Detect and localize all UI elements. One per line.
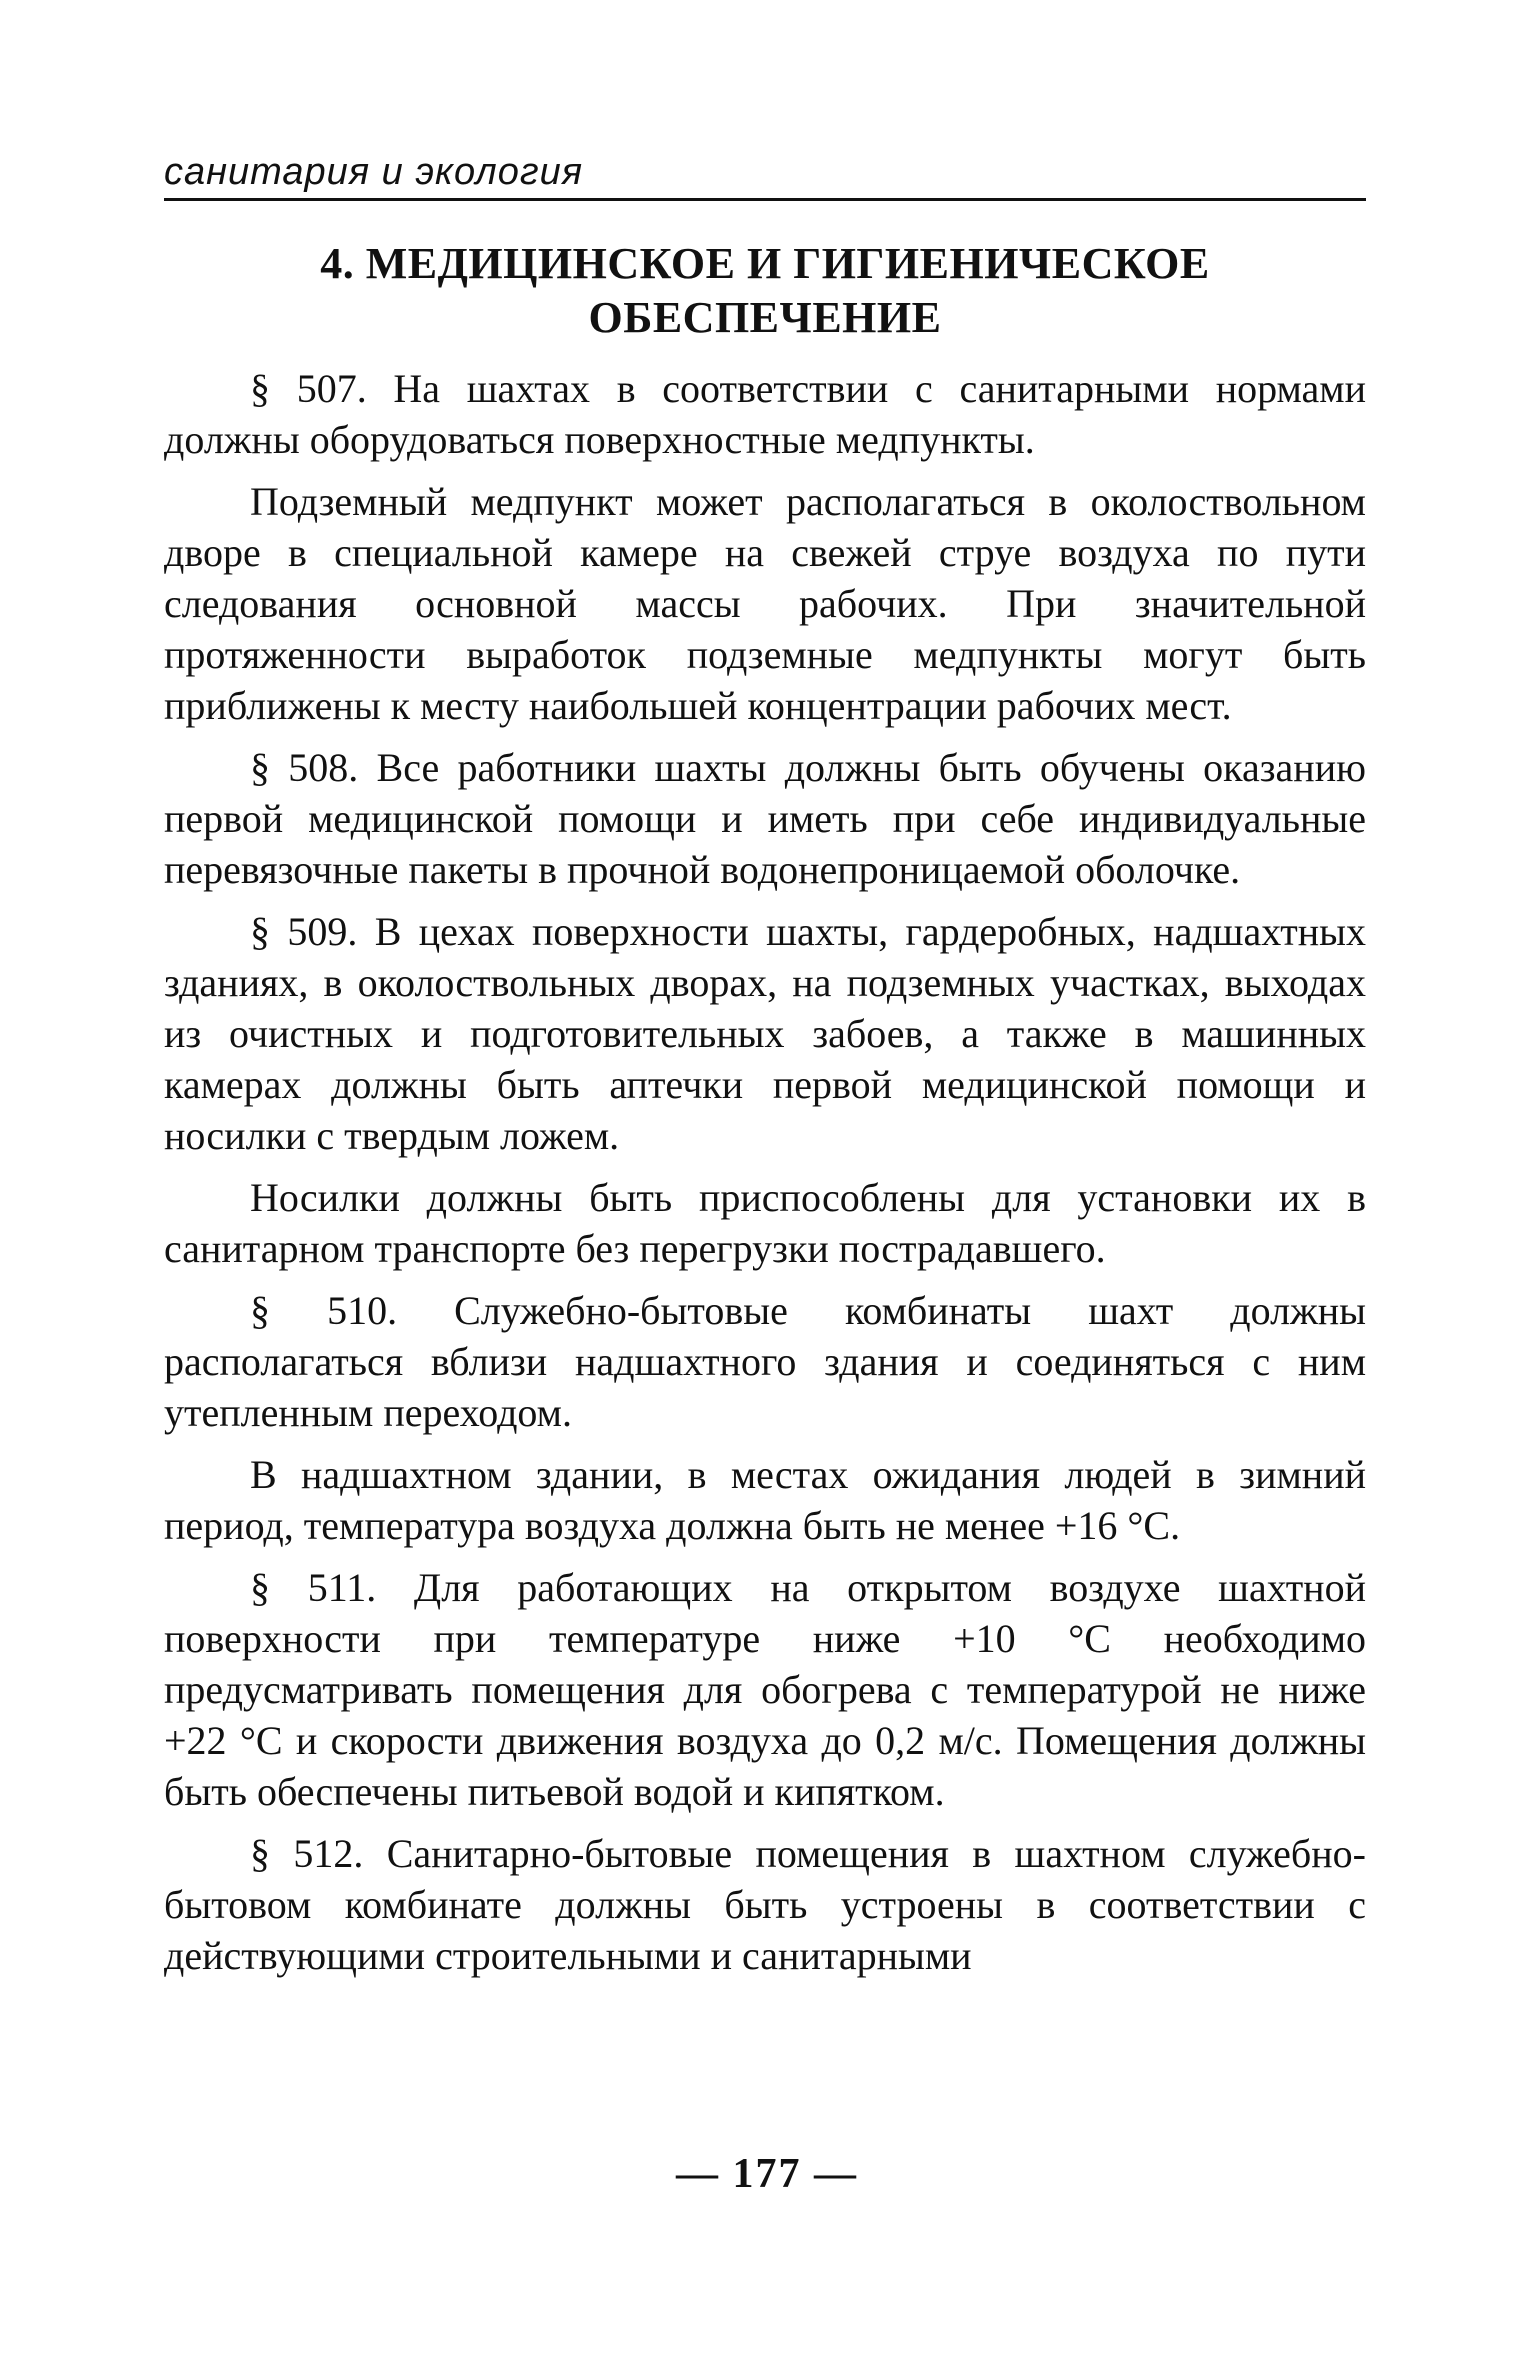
paragraph-507: § 507. На шахтах в соответствии с санитарными нормами должны оборудоваться поверхностные медпункты. — [164, 366, 1366, 462]
section-title-line-1: 4. МЕДИЦИНСКОЕ И ГИГИЕНИЧЕСКОЕ — [320, 239, 1210, 288]
paragraph-510-cont: В надшахтном здании, в местах ожидания людей в зимний период, температура воздуха должна быть не менее +16 °С. — [164, 1452, 1366, 1548]
book-page — [164, 150, 1366, 1981]
running-head: санитария и экология — [164, 150, 1366, 201]
section-title-line-2: ОБЕСПЕЧЕНИЕ — [588, 293, 942, 342]
paragraph-507-cont: Подземный медпункт может располагаться в околоствольном дворе в специальной камере на свежей струе воздуха по пути следования основной массы рабочих. При значительной протяженности выработок подземные медпункты могут быть приближены к месту наибольшей концентрации рабочих мест. — [164, 479, 1366, 728]
paragraph-509-cont: Носилки должны быть приспособлены для установки их в санитарном транспорте без перегрузки пострадавшего. — [164, 1175, 1366, 1271]
paragraph-512: § 512. Санитарно-бытовые помещения в шахтном служебно-бытовом комбинате должны быть устроены в соответствии с действующими строительными и санитарными — [164, 1831, 1366, 1978]
paragraph-508: § 508. Все работники шахты должны быть обучены оказанию первой медицинской помощи и иметь при себе индивидуальные перевязочные пакеты в прочной водонепроницаемой оболочке. — [164, 745, 1366, 892]
page-number: — 177 — — [676, 2151, 858, 2197]
paragraph-510: § 510. Служебно-бытовые комбинаты шахт должны располагаться вблизи надшахтного здания и соединяться с ним утепленным переходом. — [164, 1288, 1366, 1435]
section-title — [164, 237, 1366, 345]
paragraph-509: § 509. В цехах поверхности шахты, гардеробных, надшахтных зданиях, в околоствольных дворах, на подземных участках, выходах из очистных и подготовительных забоев, а также в машинных камерах должны быть аптечки первой медицинской помощи и носилки с твердым ложем. — [164, 909, 1366, 1158]
paragraph-511: § 511. Для работающих на открытом воздухе шахтной поверхности при температуре ниже +10 °С необходимо предусматривать помещения для обогрева с температурой не ниже +22 °С и скорости движения воздуха до 0,2 м/с. Помещения должны быть обеспечены питьевой водой и кипятком. — [164, 1565, 1366, 1814]
